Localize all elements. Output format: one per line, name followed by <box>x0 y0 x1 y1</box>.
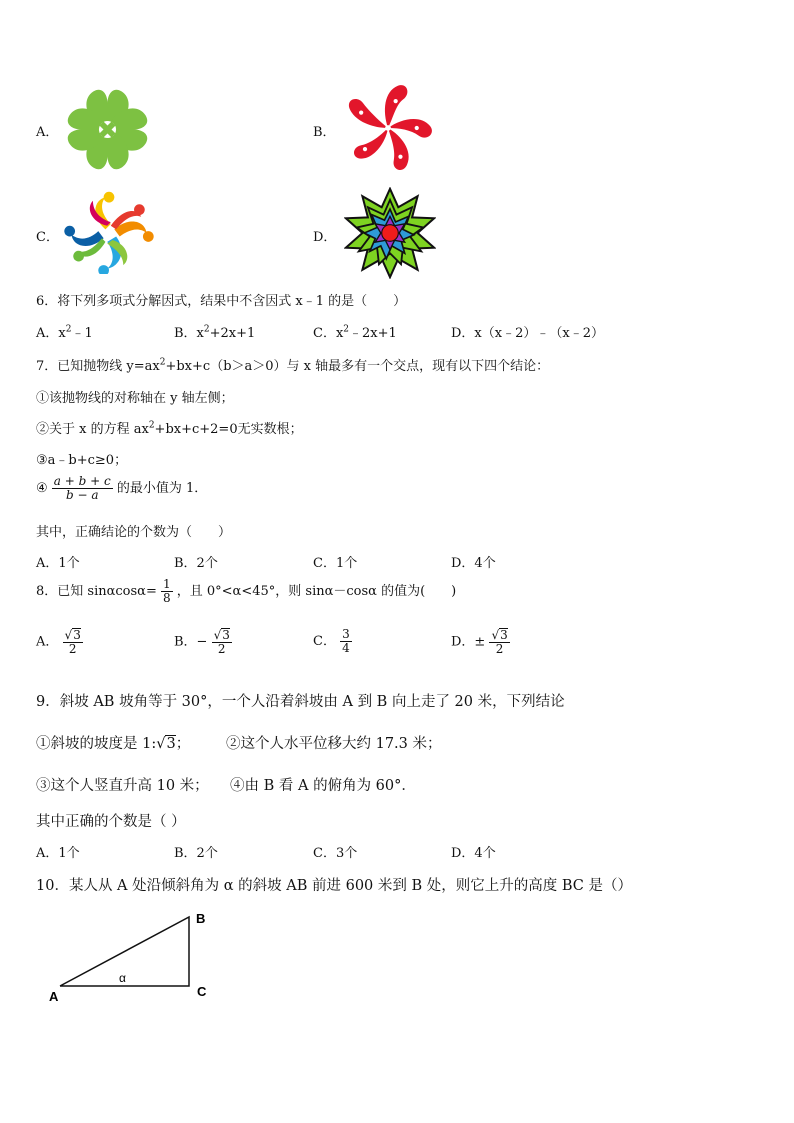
q9-option-b: B．2个 <box>174 846 218 861</box>
star-pattern-figure <box>344 187 436 283</box>
q7-conclusion-2: ②关于 x 的方程 $ax^2+bx+c+2=0$无实数根； <box>36 420 303 437</box>
q7-option-d: D．4个 <box>451 556 496 571</box>
q7-option-c: C．1个 <box>313 556 358 571</box>
colorful-pinwheel-figure <box>64 190 154 278</box>
q6-stem: 6．将下列多项式分解因式，结果中不含因式 x﹣1 的是（ ） <box>36 294 407 309</box>
q8-option-b: B．− $\frac{√3}{2}$ <box>174 628 230 657</box>
q9-option-a: A．1个 <box>36 846 80 861</box>
option-d-label: D． <box>313 230 337 245</box>
option-c-label: C． <box>36 230 59 245</box>
q9-conclusion-4: ④由 B 看 A 的俯角为 60°． <box>230 778 416 794</box>
q9-option-d: D．4个 <box>451 846 496 861</box>
q10-stem: 10．某人从 A 处沿倾斜角为 α 的斜坡 AB 前进 600 米到 B 处，则它上升的高度 BC 是（） <box>36 878 632 894</box>
right-triangle-diagram <box>44 908 224 1010</box>
q8-option-c: C． $\frac{3}{4}$ <box>313 627 350 656</box>
q7-question: 其中，正确结论的个数为（ ） <box>36 525 232 540</box>
clover-logo-figure <box>60 82 155 181</box>
q9-conclusion-2: ②这个人水平位移大约 17.3 米； <box>226 736 442 752</box>
angle-alpha-label: α <box>119 971 126 985</box>
q7-option-b: B．2个 <box>174 556 218 571</box>
q7-option-a: A．1个 <box>36 556 80 571</box>
q9-question: 其中正确的个数是（ ） <box>36 814 186 830</box>
q7-conclusion-4: ④ $\frac{a + b + c}{b - a}$ 的最小值为 1． <box>36 474 208 503</box>
vertex-b-label: B <box>196 911 206 926</box>
option-b-label: B． <box>313 125 336 140</box>
q8-option-d: D．± $\frac{√3}{2}$ <box>451 628 508 657</box>
q9-conclusion-3: ③这个人竖直升高 10 米； <box>36 778 209 794</box>
q6-option-d: D．x（x﹣2）﹣（x﹣2） <box>451 326 604 341</box>
q8-option-a: A． $\frac{√3}{2}$ <box>36 628 81 657</box>
q9-option-c: C．3个 <box>313 846 358 861</box>
q7-fraction: $\frac{a + b + c}{b - a}$ <box>53 474 111 503</box>
q8-stem: 8．已知 sinαcosα= $\frac{1}{8}$ ，且 0°<α<45°，则 sinα－cosα 的值为( ) <box>36 577 457 606</box>
q6-option-c: C．$x^2﹣2x+1$ <box>313 324 397 341</box>
q7-conclusion-3: ③a﹣b+c≥0； <box>36 453 128 468</box>
vertex-a-label: A <box>49 989 59 1004</box>
q6-option-a: A．$x^2﹣1$ <box>36 324 93 341</box>
q6-option-b: B．$x^2+2x+1$ <box>174 324 256 341</box>
q7-stem: 7．已知抛物线 $y=ax^2+bx+c(b>a>0)$与 x 轴最多有一个交点，现有以下四个结论： <box>36 357 550 374</box>
q7-conclusion-1: ①该抛物线的对称轴在 y 轴左侧； <box>36 391 234 406</box>
option-a-label: A． <box>36 125 59 140</box>
vertex-c-label: C <box>197 984 207 999</box>
q9-conclusion-1: ①斜坡的坡度是 1:√3； <box>36 736 191 752</box>
q9-stem: 9．斜坡 AB 坡角等于 30°，一个人沿着斜坡由 A 到 B 向上走了 20 米，下列结论 <box>36 694 565 710</box>
q8-fraction: $\frac{1}{8}$ <box>162 577 171 606</box>
bauhinia-flower-figure <box>340 82 436 178</box>
